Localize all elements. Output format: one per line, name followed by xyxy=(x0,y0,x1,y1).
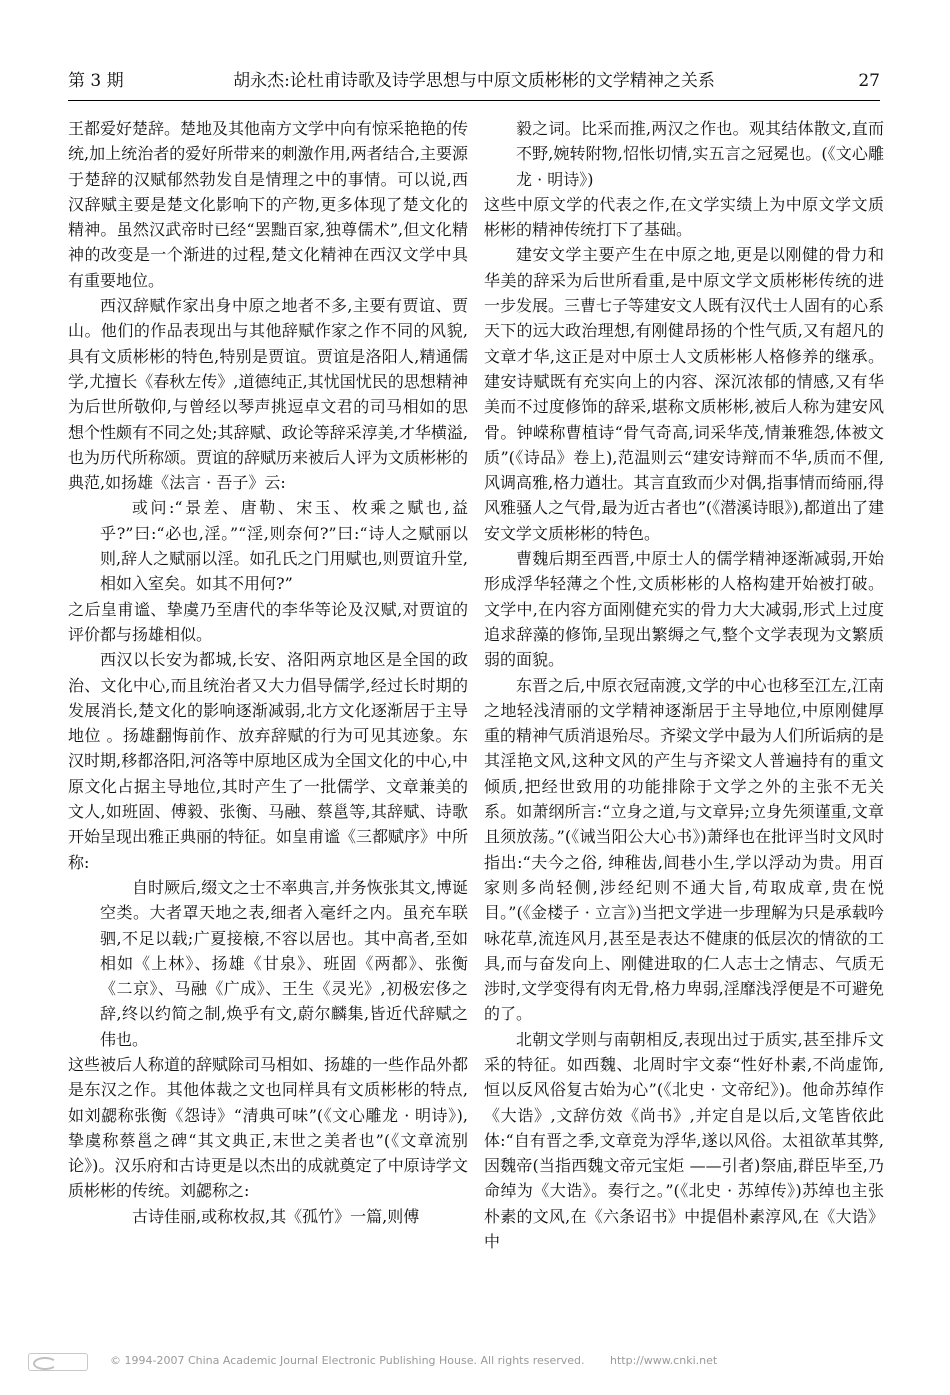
issue-number: 第 3 期 xyxy=(68,71,124,91)
paragraph: 这些被后人称道的辞赋除司马相如、扬雄的一些作品外都是东汉之作。其他体裁之文也同样具有文质彬彬的特点,如刘勰称张衡《怨诗》“清典可味”(《文心雕龙 · 明诗》),挚虞称蔡邕之碑“其文典正,末世之美者也”(《文章流别论》)。汉乐府和古诗更是以杰出的成就奠定了中原诗学文质彬彬的传统。刘勰称之: xyxy=(68,1054,469,1201)
block-quote: 毅之词。比采而推,两汉之作也。观其结体散文,直而不野,婉转附物,怊怅切情,实五言之冠冕也。(《文心雕龙 · 明诗》) xyxy=(516,119,884,189)
copyright-notice: © 1994-2007 China Academic Journal Electronic Publishing House. All rights reserved. xyxy=(110,1354,585,1367)
paragraph: 之后皇甫谧、挚虞乃至唐代的李华等论及汉赋,对贾谊的评价都与扬雄相似。 xyxy=(68,599,468,644)
running-header xyxy=(68,66,880,96)
header-rule xyxy=(68,100,880,101)
paragraph: 西汉以长安为都城,长安、洛阳两京地区是全国的政治、文化中心,而且统治者又大力倡导儒学,经过长时期的发展消长,楚文化的影响逐渐减弱,北方文化逐渐居于主导地位 。扬雄翻悔前作、放弃辞赋的行为可见其迹象。东汉时期,移都洛阳,河洛等中原地区成为全国文化的中心,中原文化占据主导地位,其时产生了一批儒学、文章兼美的文人,如班固、傅毅、张衡、马融、蔡邕等,其辞赋、诗歌开始呈现出雅正典丽的特征。如皇甫谧《三都赋序》中所称: xyxy=(68,650,469,872)
paragraph: 曹魏后期至西晋,中原士人的儒学精神逐渐减弱,开始形成浮华轻薄之个性,文质彬彬的人格构建开始被打破。文学中,在内容方面刚健充实的骨力大大减弱,形式上过度追求辞藻的修饰,呈现出繁缛之气,整个文学表现为文繁质弱的面貌。 xyxy=(484,549,884,670)
page-number: 27 xyxy=(858,71,880,91)
block-quote: 古诗佳丽,或称枚叔,其《孤竹》一篇,则傅 xyxy=(132,1206,420,1226)
paragraph: 北朝文学则与南朝相反,表现出过于质实,甚至排斥文采的特征。如西魏、北周时宇文泰“性好朴素,不尚虚饰,恒以反风俗复古始为心”(《北史 · 文帝纪》)。他命苏绰作《大诰》,文辞仿效《尚书》,并定自是以后,文笔皆依此体:“自有晋之季,文章竞为浮华,遂以风俗。太祖欲革其弊,因魏帝(当指西魏文帝元宝炬 ——引者)祭庙,群臣毕至,乃命绰为《大诰》。奏行之。”(《北史 · 苏绰传》)苏绰也主张朴素的文风,在《六条诏书》中提倡朴素淳风,在《大诰》中 xyxy=(484,1029,884,1252)
footer-url[interactable]: http://www.cnki.net xyxy=(610,1354,718,1367)
left-column xyxy=(68,116,468,1229)
paragraph: 东晋之后,中原衣冠南渡,文学的中心也移至江左,江南之地轻浅清丽的文学精神逐渐居于主导地位,中原刚健厚重的精神气质消退殆尽。齐梁文学中最为人们所诟病的是其淫艳文风,这种文风的产生与齐梁文人普遍持有的重文倾质,把经世致用的功能排除于文学之外的主张不无关系。如萧纲所言:“立身之道,与文章异;立身先须谨重,文章且须放荡。”(《诫当阳公大心书》)萧绎也在批评当时文风时指出:“夫今之俗, 绅稚齿,闾巷小生,学以浮动为贵。用百家则多尚轻侧,涉经纪则不通大旨,苟取成章,贵在悦目。”(《金楼子 · 立言》)当把文学进一步理解为只是承载吟咏花草,流连风月,甚至是表达不健康的低层次的情欲的工具,而与奋发向上、刚健进取的仁人志士之情志、气质无涉时,文学变得有肉无骨,格力卑弱,淫靡浅浮便是不可避免的了。 xyxy=(484,675,885,1024)
right-column xyxy=(484,116,884,1254)
page-footer xyxy=(0,1351,950,1371)
running-title: 胡永杰:论杜甫诗歌及诗学思想与中原文质彬彬的文学精神之关系 xyxy=(233,71,715,91)
paragraph: 王都爱好楚辞。楚地及其他南方文学中向有惊采艳艳的传统,加上统治者的爱好所带来的刺激作用,两者结合,主要源于楚辞的汉赋郁然勃发自是情理之中的事情。可以说,西汉辞赋主要是楚文化影响下的产物,更多体现了楚文化的精神。虽然汉武帝时已经“罢黜百家,独尊儒术”,但文化精神的改变是一个渐进的过程,楚文化精神在西汉文学中具有重要地位。 xyxy=(68,119,469,290)
paragraph: 建安文学主要产生在中原之地,更是以刚健的骨力和华美的辞采为后世所看重,是中原文学文质彬彬传统的进一步发展。三曹七子等建安文人既有汉代士人固有的心系天下的远大政治理想,有刚健昂扬的个性气质,又有超凡的文章才华,这正是对中原士人文质彬彬人格修养的继承。建安诗赋既有充实向上的内容、深沉浓郁的情感,又有华美而不过度修饰的辞采,堪称文质彬彬,被后人称为建安风骨。钟嵘称曹植诗“骨气奇高,词采华茂,情兼雅怨,体被文质”(《诗品》卷上),范温则云“建安诗辩而不华,质而不俚,风调高雅,格力遒壮。其言直致而少对偶,指事情而绮丽,得风雅骚人之气骨,最为近古者也”(《潜溪诗眼》),都道出了建安文学文质彬彬的特色。 xyxy=(484,245,885,543)
block-quote: 或问:“景差、唐勒、宋玉、枚乘之赋也,益乎?”曰:“必也,淫。”“淫,则奈何?”曰:“诗人之赋丽以则,辞人之赋丽以淫。如孔氏之门用赋也,则贾谊升堂,相如入室矣。如其不用何?” xyxy=(100,498,468,594)
block-quote: 自时厥后,缀文之士不率典言,并务恢张其文,博诞空类。大者罩天地之表,细者入毫纤之内。虽充车联驷,不足以载;广夏接榱,不容以居也。其中高者,至如相如《上林》、扬雄《甘泉》、班固《两都》、张衡《二京》、马融《广成》、王生《灵光》,初极宏侈之辞,终以约简之制,焕乎有文,蔚尔麟集,皆近代辞赋之伟也。 xyxy=(100,877,468,1049)
paragraph: 西汉辞赋作家出身中原之地者不多,主要有贾谊、贾山。他们的作品表现出与其他辞赋作家之作不同的风貌,具有文质彬彬的特色,特别是贾谊。贾谊是洛阳人,精通儒学,尤擅长《春秋左传》,道德纯正,其忧国忧民的思想精神为后世所敬仰,与曾经以琴声挑逗卓文君的司马相如的思想个性颇有不同之处;其辞赋、政论等辞采淳美,才华横溢,也为历代所称颂。贾谊的辞赋历来被后人评为文质彬彬的典范,如扬雄《法言 · 吾子》云: xyxy=(68,296,469,493)
paragraph: 这些中原文学的代表之作,在文学实绩上为中原文学文质彬彬的精神传统打下了基础。 xyxy=(484,194,884,240)
cnki-logo-icon xyxy=(28,1353,88,1371)
